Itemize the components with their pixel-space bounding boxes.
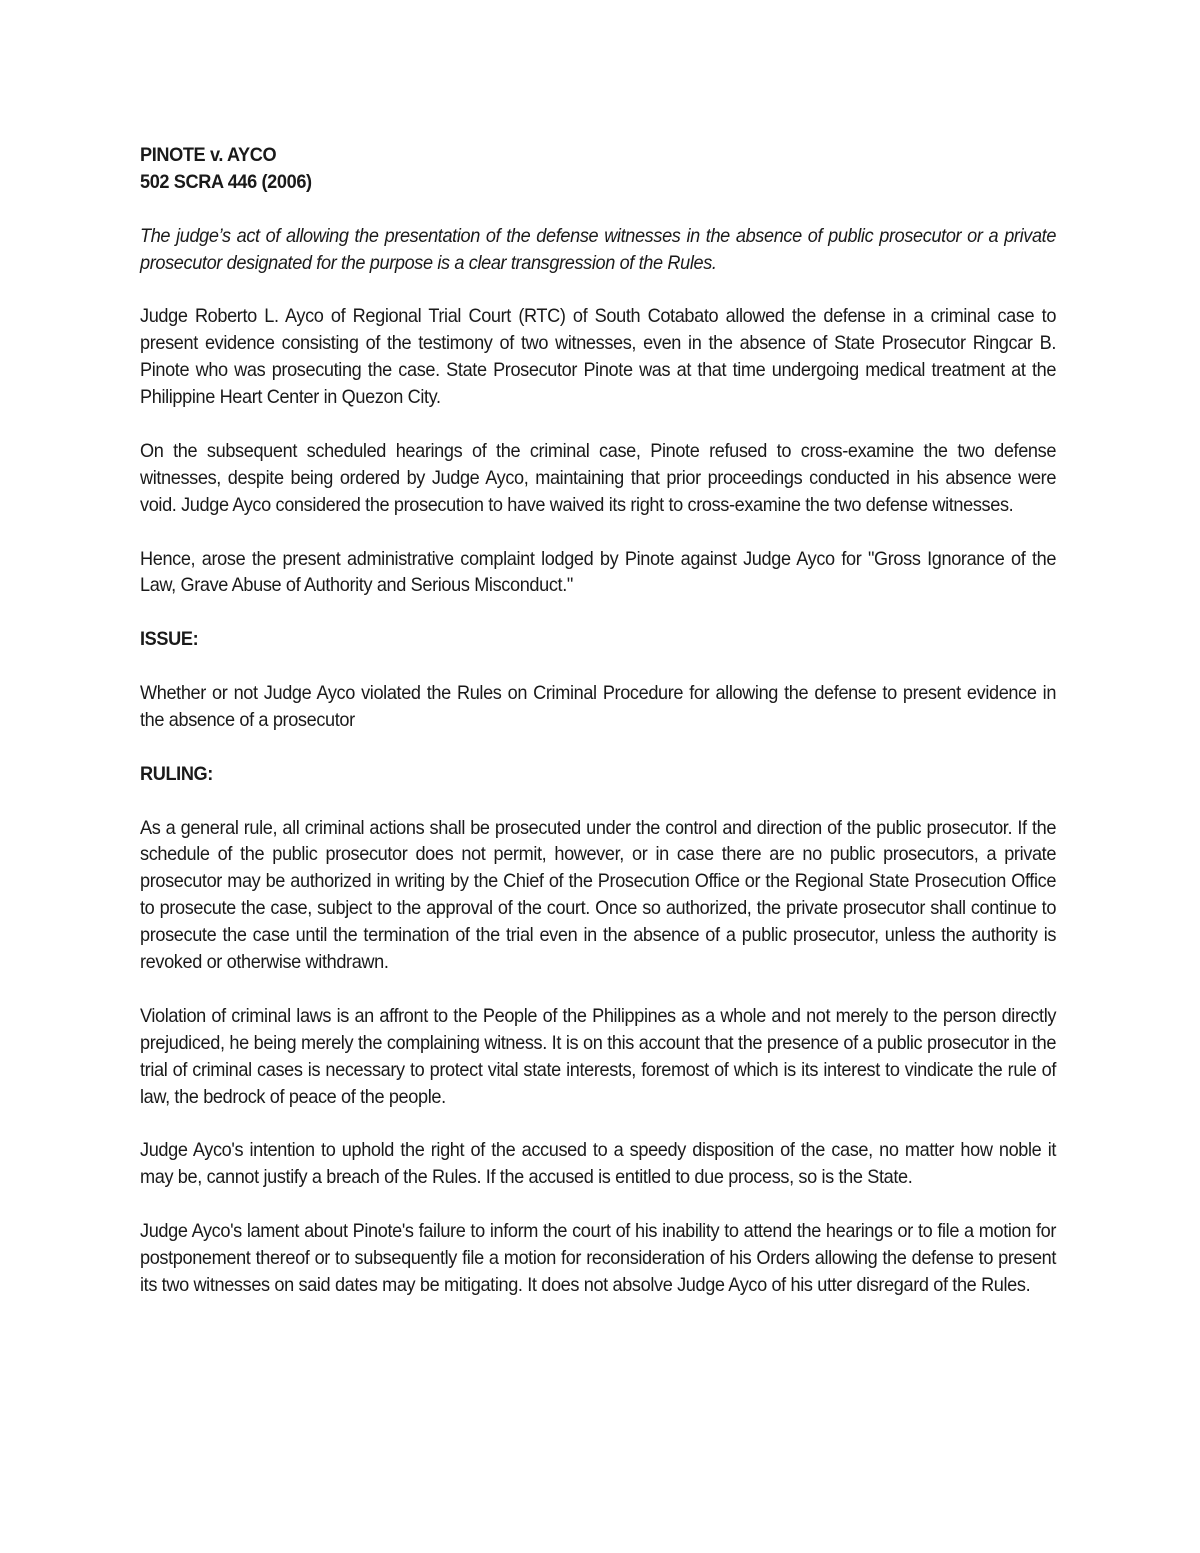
ruling-paragraph-2: Violation of criminal laws is an affront to the People of the Philippines as a whole and not merely to the person directly prejudiced, he being merely the complaining witness. It is on this account that the presence of a public prosecutor in the trial of criminal cases is necessary to protect vital state interests, foremost of which is its interest to vindicate the rule of law, the bedrock of peace of the people. (140, 1004, 1057, 1108)
ruling-paragraph-3: Judge Ayco's intention to uphold the right of the accused to a speedy disposition of the case, no matter how noble it may be, cannot justify a breach of the Rules. If the accused is entitled to due process, so is the State. (140, 1139, 1057, 1189)
facts-paragraph-1: Judge Roberto L. Ayco of Regional Trial Court (RTC) of South Cotabato allowed the defense in a criminal case to present evidence consisting of the testimony of two witnesses, even in the absence of State Prosecutor Ringcar B. Pinote who was prosecuting the case. State Prosecutor Pinote was at that time undergoing medical treatment at the Philippine Heart Center in Quezon City. (140, 305, 1057, 409)
ruling-paragraph-4: Judge Ayco's lament about Pinote's failure to inform the court of his inability to attend the hearings or to file a motion for postponement thereof or to subsequently file a motion for reconsideration of his Orders allowing the defense to present its two witnesses on said dates may be mitigating. It does not absolve Judge Ayco of his utter disregard of the Rules. (140, 1220, 1057, 1296)
document-body (140, 142, 1056, 1299)
case-citation: 502 SCRA 446 (2006) (140, 170, 312, 193)
facts-paragraph-3: Hence, arose the present administrative complaint lodged by Pinote against Judge Ayco for "Gross Ignorance of the Law, Grave Abuse of Authority and Serious Misconduct." (140, 547, 1057, 597)
ruling-paragraph-1: As a general rule, all criminal actions shall be prosecuted under the control and direction of the public prosecutor. If the schedule of the public prosecutor does not permit, however, or in case there are no public prosecutors, a private prosecutor may be authorized in writing by the Chief of the Prosecution Office or the Regional State Prosecution Office to prosecute the case, subject to the approval of the court. Once so authorized, the private prosecutor shall continue to prosecute the case until the termination of the trial even in the absence of a public prosecutor, unless the authority is revoked or otherwise withdrawn. (140, 816, 1057, 974)
ruling-heading: RULING: (140, 762, 213, 785)
issue-paragraph: Whether or not Judge Ayco violated the Rules on Criminal Procedure for allowing the defense to present evidence in the absence of a prosecutor (140, 682, 1057, 731)
case-title: PINOTE v. AYCO (140, 144, 277, 166)
facts-paragraph-2: On the subsequent scheduled hearings of the criminal case, Pinote refused to cross-examine the two defense witnesses, despite being ordered by Judge Ayco, maintaining that prior proceedings conducted in his absence were void. Judge Ayco considered the prosecution to have waived its right to cross-examine the two defense witnesses. (140, 439, 1057, 516)
doctrine-statement: The judge’s act of allowing the presentation of the defense witnesses in the absence of public prosecutor or a private prosecutor designated for the purpose is a clear transgression of the Rules. (140, 224, 1057, 274)
issue-heading: ISSUE: (140, 628, 199, 651)
